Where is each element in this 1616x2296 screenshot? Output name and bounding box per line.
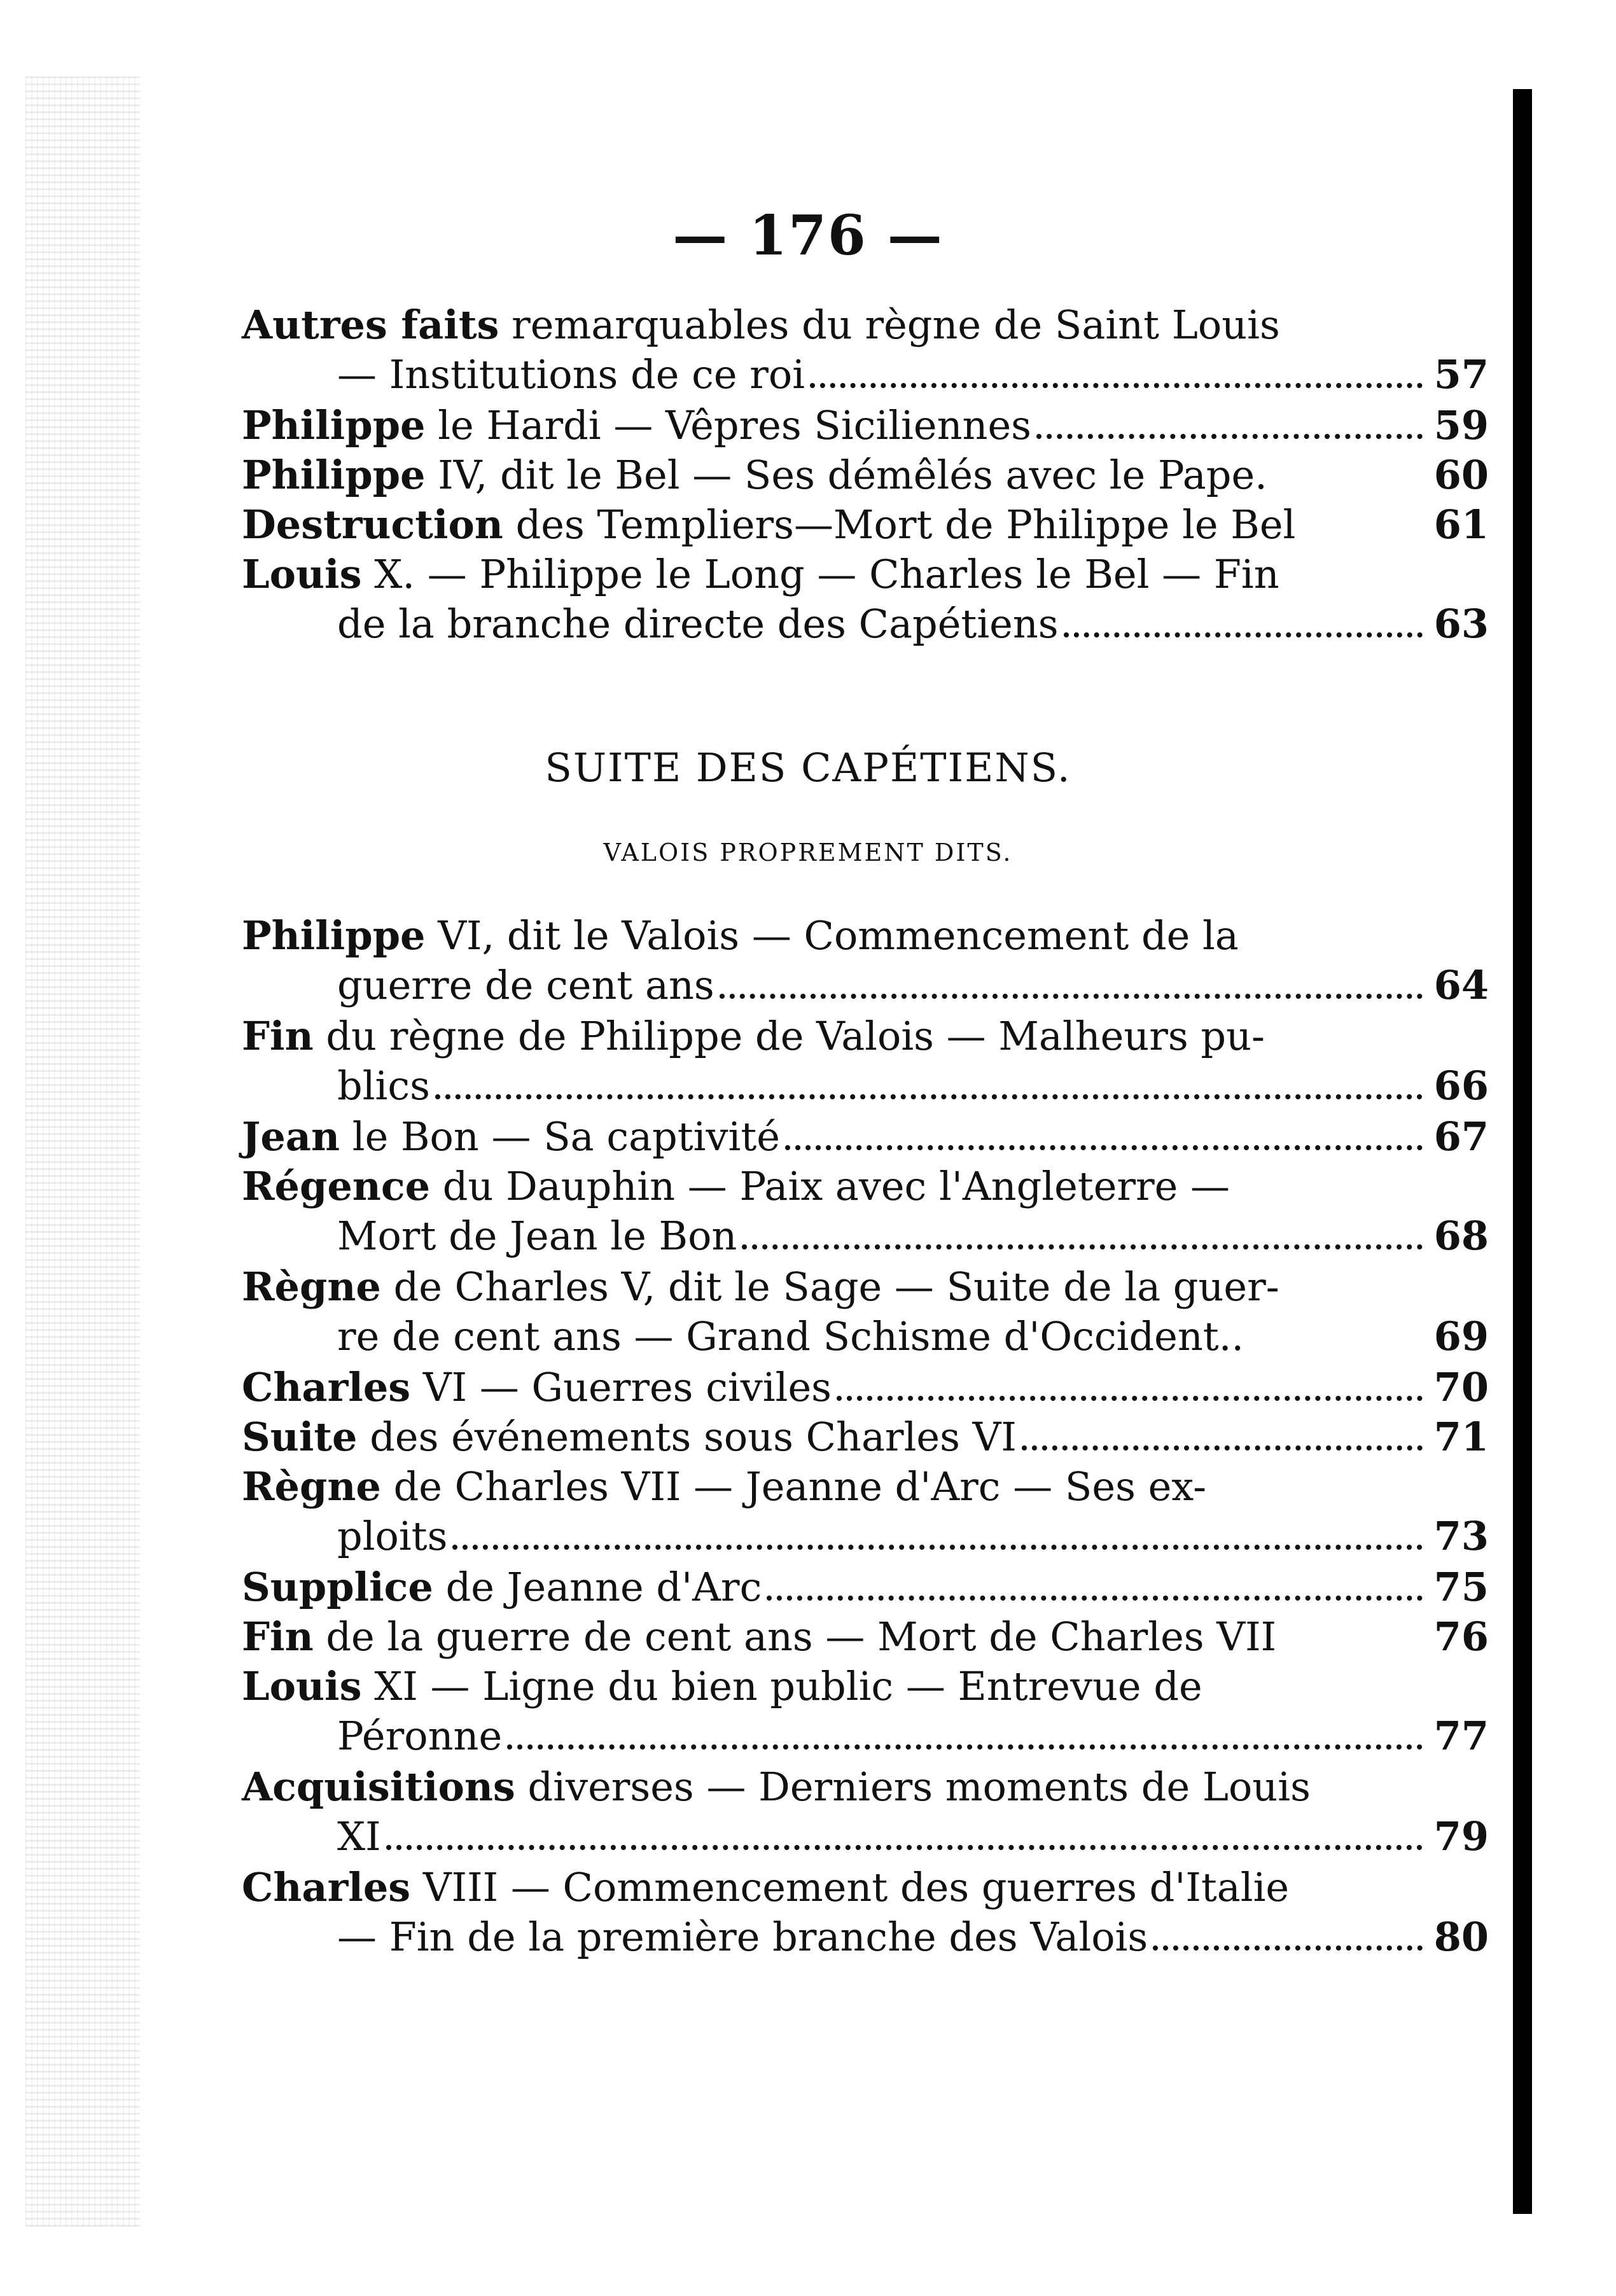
- entry-page: 66: [1433, 1062, 1489, 1109]
- scanned-spine-edge: [25, 76, 140, 2227]
- toc-entry: [242, 501, 1489, 555]
- entry-text: VI — Guerres civiles: [410, 1364, 832, 1410]
- entry-page: 75: [1433, 1564, 1489, 1610]
- entry-lead: Autres faits: [242, 302, 499, 348]
- toc-entry: [242, 1613, 1489, 1667]
- entry-lead: Charles: [242, 1864, 411, 1910]
- dot-leader: [452, 1545, 1423, 1550]
- entry-continuation: Péronne: [337, 1713, 503, 1759]
- entry-continuation: Mort de Jean le Bon: [337, 1213, 737, 1259]
- dot-leader: [810, 383, 1423, 388]
- toc-entry: [242, 1564, 1489, 1617]
- dot-leader: [742, 1244, 1423, 1249]
- entry-lead: Jean: [242, 1113, 340, 1160]
- toc-entry: [242, 1764, 1489, 1867]
- dot-leader: [386, 1845, 1423, 1850]
- toc-entry: [242, 1414, 1489, 1467]
- entry-lead: Règne: [242, 1263, 381, 1310]
- entry-page: 63: [1433, 601, 1489, 647]
- entry-text: de la guerre de cent ans — Mort de Charles VII: [313, 1613, 1277, 1660]
- toc-entry: [242, 1364, 1489, 1417]
- dot-leader: [837, 1396, 1423, 1401]
- entry-page: 64: [1433, 962, 1489, 1008]
- toc-entry: [242, 452, 1489, 505]
- entry-lead: Philippe: [242, 452, 426, 498]
- entry-text: de Charles V, dit le Sage — Suite de la guer-: [380, 1263, 1279, 1310]
- dot-leader: [1064, 632, 1423, 637]
- page-number: — 176 —: [672, 204, 944, 268]
- toc-entry: [242, 1463, 1489, 1566]
- dot-leader: [1036, 434, 1423, 439]
- entry-page: 80: [1433, 1914, 1489, 1960]
- entry-page: 68: [1433, 1213, 1489, 1259]
- entry-continuation: ploits: [337, 1513, 448, 1559]
- entry-page: 59: [1433, 402, 1489, 449]
- dot-leader: [785, 1145, 1423, 1150]
- entry-continuation: XI: [337, 1813, 381, 1860]
- entry-text: VIII — Commencement des guerres d'Italie: [410, 1864, 1290, 1910]
- entry-continuation: blics: [337, 1062, 430, 1109]
- entry-text: XI — Ligne du bien public — Entrevue de: [361, 1663, 1202, 1709]
- entry-lead: Fin: [242, 1013, 314, 1059]
- entry-page: 60: [1433, 452, 1489, 498]
- entry-lead: Charles: [242, 1364, 411, 1410]
- entry-page: 77: [1433, 1713, 1489, 1759]
- entry-page: 61: [1433, 501, 1489, 548]
- entry-text: de Charles VII — Jeanne d'Arc — Ses ex-: [380, 1463, 1207, 1510]
- entry-text: le Bon — Sa captivité: [340, 1113, 780, 1160]
- dot-leader: [1153, 1945, 1423, 1951]
- entry-lead: Acquisitions: [242, 1764, 515, 1810]
- entry-lead: Régence: [242, 1163, 431, 1209]
- toc-entry: [242, 1663, 1489, 1766]
- entry-continuation: re de cent ans — Grand Schisme d'Occident..: [337, 1313, 1244, 1360]
- entry-text: du Dauphin — Paix avec l'Angleterre —: [430, 1163, 1230, 1209]
- dot-leader: [767, 1596, 1423, 1601]
- entry-text: de Jeanne d'Arc: [433, 1564, 762, 1610]
- entry-page: 73: [1433, 1513, 1489, 1559]
- toc-entry: [242, 1263, 1489, 1367]
- entry-text: le Hardi — Vêpres Siciliennes: [425, 402, 1031, 449]
- entry-lead: Destruction: [242, 501, 503, 548]
- entry-lead: Fin: [242, 1613, 314, 1660]
- section-title: SUITE DES CAPÉTIENS.: [545, 744, 1071, 791]
- entry-text: X. — Philippe le Long — Charles le Bel — Fin: [361, 551, 1279, 597]
- scanned-right-edge-bar: [1513, 89, 1532, 2214]
- entry-text: VI, dit le Valois — Commencement de la: [425, 912, 1239, 959]
- entry-text: des Templiers—Mort de Philippe le Bel: [503, 501, 1296, 548]
- entry-continuation: guerre de cent ans: [337, 962, 714, 1008]
- entry-lead: Philippe: [242, 402, 426, 449]
- toc-entry: [242, 1163, 1489, 1266]
- dot-leader: [435, 1094, 1423, 1099]
- toc-entry: [242, 551, 1489, 654]
- entry-page: 57: [1433, 351, 1489, 398]
- toc-entry: [242, 1864, 1489, 1967]
- entry-text: diverses — Derniers moments de Louis: [515, 1764, 1311, 1810]
- toc-entry: [242, 912, 1489, 1015]
- entry-lead: Suite: [242, 1414, 358, 1460]
- entry-continuation: — Institutions de ce roi: [337, 351, 805, 398]
- entry-lead: Louis: [242, 1663, 362, 1709]
- dot-leader: [720, 994, 1423, 999]
- section-subtitle: VALOIS PROPREMENT DITS.: [603, 838, 1013, 866]
- entry-lead: Louis: [242, 551, 362, 597]
- entry-page: 69: [1433, 1313, 1489, 1360]
- toc-entry: [242, 302, 1489, 405]
- entry-page: 79: [1433, 1813, 1489, 1860]
- entry-text: remarquables du règne de Saint Louis: [499, 302, 1280, 348]
- dot-leader: [1022, 1445, 1423, 1451]
- toc-entry: [242, 1013, 1489, 1116]
- toc-entry: [242, 1113, 1489, 1167]
- entry-lead: Philippe: [242, 912, 426, 959]
- entry-lead: Règne: [242, 1463, 381, 1510]
- entry-page: 70: [1433, 1364, 1489, 1410]
- entry-text: des événements sous Charles VI: [357, 1414, 1017, 1460]
- dot-leader: [507, 1744, 1423, 1750]
- entry-lead: Supplice: [242, 1564, 433, 1610]
- entry-page: 76: [1433, 1613, 1489, 1660]
- entry-page: 67: [1433, 1113, 1489, 1160]
- entry-continuation: — Fin de la première branche des Valois: [337, 1914, 1148, 1960]
- toc-entry: [242, 402, 1489, 456]
- entry-continuation: de la branche directe des Capétiens: [337, 601, 1059, 647]
- entry-page: 71: [1433, 1414, 1489, 1460]
- entry-text: IV, dit le Bel — Ses démêlés avec le Pape.: [425, 452, 1267, 498]
- entry-text: du règne de Philippe de Valois — Malheurs pu-: [313, 1013, 1265, 1059]
